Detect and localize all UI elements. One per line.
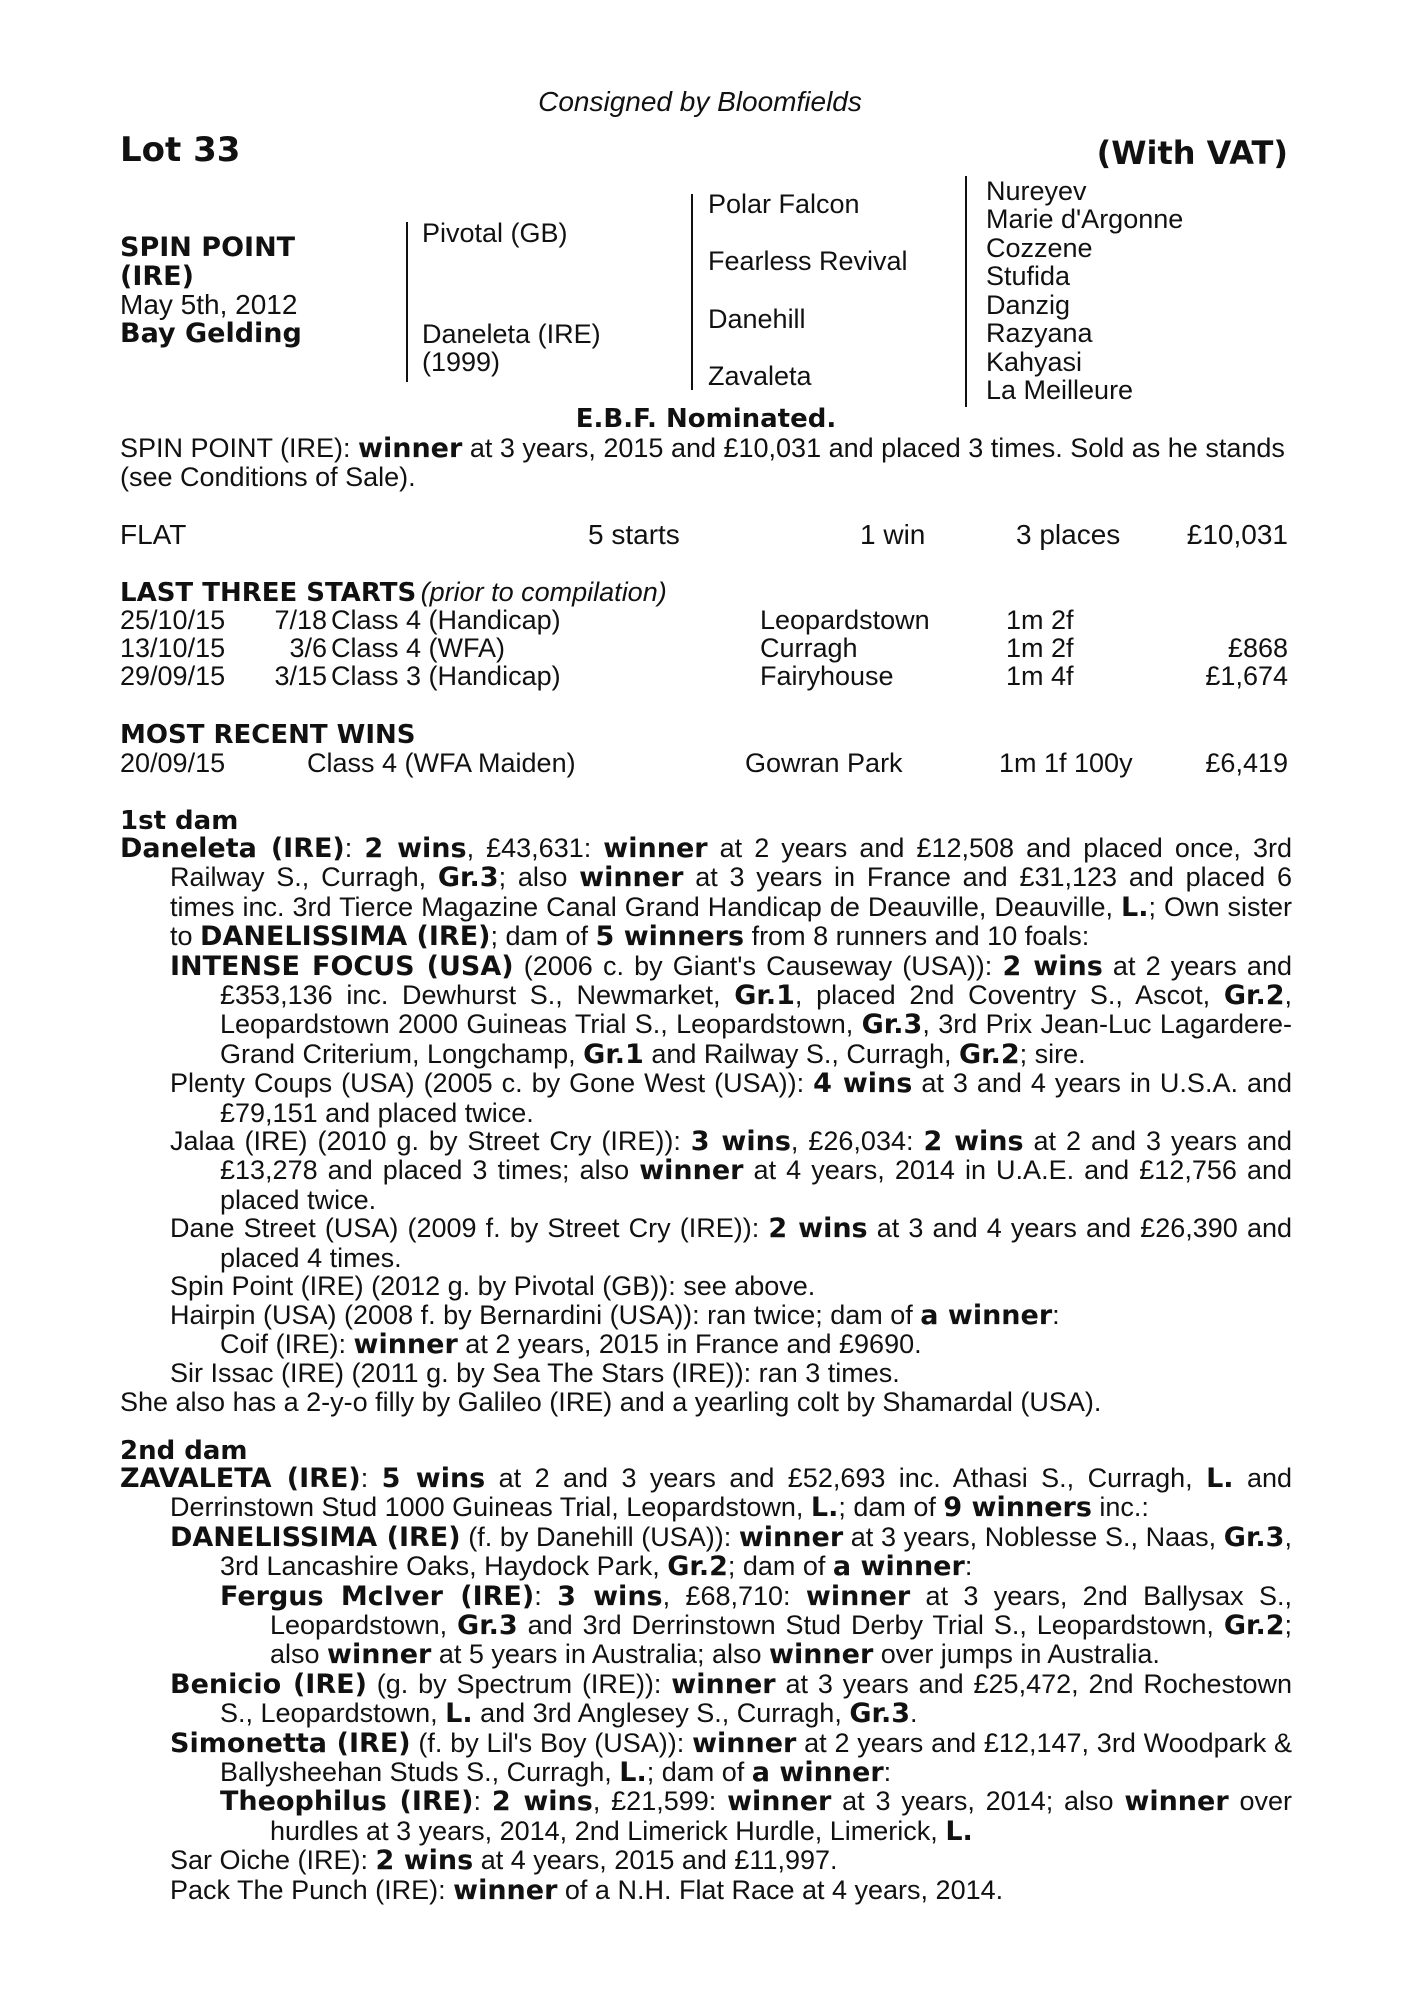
start-position: 7/18 <box>274 605 327 635</box>
start-position: 3/15 <box>274 661 327 691</box>
win-distance: 1m 1f 100y <box>999 748 1133 778</box>
first-dam-heading: 1st dam <box>120 806 239 836</box>
pedigree-line-3 <box>965 176 967 407</box>
produce-entry: Coif (IRE): winner at 2 years, 2015 in France and £9690. <box>220 1328 922 1360</box>
horse-foaled: May 5th, 2012 <box>120 289 298 320</box>
win-course: Gowran Park <box>745 748 903 778</box>
record-type: FLAT <box>120 519 187 550</box>
pedigree-gen3-8: La Meilleure <box>986 375 1134 405</box>
first-dam-note: She also has a 2-y-o filly by Galileo (IRE) and a yearling colt by Shamardal (USA). <box>120 1386 1102 1417</box>
pedigree-gen3-2: Marie d'Argonne <box>986 204 1184 234</box>
second-dam-entry: ZAVALETA (IRE): 5 wins at 2 and 3 years and £52,693 inc. Athasi S., Curragh, L. and Derrinstown Stud 1000 Guineas Trial, Leopardstown, L.; dam of 9 winners inc.: <box>120 1463 1292 1524</box>
start-course: Curragh <box>760 633 858 663</box>
pedigree-gen2-2: Fearless Revival <box>708 246 908 276</box>
second-dam-heading: 2nd dam <box>120 1436 248 1466</box>
produce-entry: Fergus McIver (IRE): 3 wins, £68,710: winner at 3 years, 2nd Ballysax S., Leopardstown, Gr.3 and 3rd Derrinstown Stud Derby Trial S., Leopardstown, Gr.2; also winner at 5 years in Australia; also winner over jumps in Australia. <box>220 1580 1292 1671</box>
second-dam-section <box>120 1464 1292 1905</box>
produce-entry: Spin Point (IRE) (2012 g. by Pivotal (GB)): see above. <box>170 1271 816 1302</box>
produce-entry: Plenty Coups (USA) (2005 c. by Gone West (USA)): 4 wins at 3 and 4 years in U.S.A. and £79,151 and placed twice. <box>170 1068 1292 1128</box>
produce-entry: Pack The Punch (IRE): winner of a N.H. Flat Race at 4 years, 2014. <box>170 1874 1004 1906</box>
pedigree-gen2-1: Polar Falcon <box>708 189 860 219</box>
pedigree-sire: Pivotal (GB) <box>422 218 568 248</box>
consigned-by: Consigned by Bloomfields <box>538 86 862 117</box>
start-course: Leopardstown <box>760 605 930 635</box>
start-distance: 1m 2f <box>1006 633 1074 663</box>
produce-entry: Sir Issac (IRE) (2011 g. by Sea The Stars (IRE)): ran 3 times. <box>170 1358 900 1389</box>
record-places: 3 places <box>1016 519 1121 550</box>
pedigree-dam: Daneleta (IRE) <box>422 319 601 349</box>
win-race: Class 4 (WFA Maiden) <box>307 748 576 778</box>
recent-wins-heading: MOST RECENT WINS <box>120 720 416 750</box>
start-date: 13/10/15 <box>120 633 226 663</box>
pedigree-gen3-5: Danzig <box>986 290 1071 320</box>
produce-entry: Dane Street (USA) (2009 f. by Street Cry (IRE)): 2 wins at 3 and 4 years and £26,390 and placed 4 times. <box>170 1213 1292 1273</box>
start-distance: 1m 2f <box>1006 605 1074 635</box>
horse-name-line1: SPIN POINT <box>120 232 296 263</box>
first-dam-entry: Daneleta (IRE): 2 wins, £43,631: winner at 2 years and £12,508 and placed once, 3rd Railway S., Curragh, Gr.3; also winner at 3 years in France and £31,123 and placed 6 times inc. 3rd Tierce Magazine Canal Grand Handicap de Deauville, Deauville, L.; Own sister to DANELISSIMA (IRE); dam of 5 winners from 8 runners and 10 foals: <box>120 833 1292 953</box>
produce-entry: Jalaa (IRE) (2010 g. by Street Cry (IRE)): 3 wins, £26,034: 2 wins at 2 and 3 years and £13,278 and placed 3 times; also winner at 4 years, 2014 in U.A.E. and £12,756 and placed twice. <box>170 1126 1292 1215</box>
produce-entry: DANELISSIMA (IRE) (f. by Danehill (USA)): winner at 3 years, Noblesse S., Naas, Gr.3, 3rd Lancashire Oaks, Haydock Park, Gr.2; dam of a winner: <box>170 1521 1292 1583</box>
start-position: 3/6 <box>289 633 327 663</box>
produce-entry: INTENSE FOCUS (USA) (2006 c. by Giant's Causeway (USA)): 2 wins at 2 years and £353,136 inc. Dewhurst S., Newmarket, Gr.1, placed 2nd Coventry S., Ascot, Gr.2, Leopardstown 2000 Guineas Trial S., Leopardstown, Gr.3, 3rd Prix Jean-Luc Lagardere-Grand Criterium, Longchamp, Gr.1 and Railway S., Curragh, Gr.2; sire. <box>170 950 1293 1070</box>
last-starts-heading: LAST THREE STARTS (prior to compilation) <box>120 577 667 608</box>
pedigree-dam-year: (1999) <box>422 347 501 377</box>
vat-label: (With VAT) <box>1096 134 1288 172</box>
horse-sex: Bay Gelding <box>120 318 302 349</box>
win-date: 20/09/15 <box>120 748 226 778</box>
produce-entry: Hairpin (USA) (2008 f. by Bernardini (USA)): ran twice; dam of a winner: <box>170 1299 1060 1331</box>
start-date: 25/10/15 <box>120 605 226 635</box>
first-dam-section <box>120 834 1292 1416</box>
record-earnings: £10,031 <box>1186 519 1288 550</box>
record-starts: 5 starts <box>588 519 680 550</box>
horse-name-line2: (IRE) <box>120 261 194 292</box>
pedigree-line-2 <box>691 194 693 390</box>
start-race: Class 3 (Handicap) <box>331 661 561 691</box>
ebf-nominated: E.B.F. Nominated. <box>575 404 837 434</box>
start-distance: 1m 4f <box>1006 661 1074 691</box>
pedigree-gen2-4: Zavaleta <box>708 361 812 391</box>
pedigree-gen3-1: Nureyev <box>986 176 1087 206</box>
lot-number: Lot 33 <box>120 130 241 170</box>
produce-entry: Benicio (IRE) (g. by Spectrum (IRE)): winner at 3 years and £25,472, 2nd Rochestown S., Leopardstown, L. and 3rd Anglesey S., Curragh, Gr.3. <box>170 1668 1292 1730</box>
pedigree-gen2-3: Danehill <box>708 304 806 334</box>
pedigree-gen3-7: Kahyasi <box>986 347 1083 377</box>
produce-entry: Theophilus (IRE): 2 wins, £21,599: winner at 3 years, 2014; also winner over hurdles at 3 years, 2014, 2nd Limerick Hurdle, Limerick, L. <box>220 1786 1292 1847</box>
record-wins: 1 win <box>860 519 926 550</box>
win-prize: £6,419 <box>1205 748 1288 778</box>
start-date: 29/09/15 <box>120 661 226 691</box>
start-prize: £868 <box>1227 633 1288 663</box>
start-race: Class 4 (Handicap) <box>331 605 561 635</box>
start-course: Fairyhouse <box>760 661 894 691</box>
race-summary: SPIN POINT (IRE): winner at 3 years, 2015 and £10,031 and placed 3 times. Sold as he stands (see Conditions of Sale). <box>120 433 1285 493</box>
start-race: Class 4 (WFA) <box>331 633 506 663</box>
produce-entry: Simonetta (IRE) (f. by Lil's Boy (USA)): winner at 2 years and £12,147, 3rd Woodpark & Ballysheehan Studs S., Curragh, L.; dam of a winner: <box>170 1727 1292 1789</box>
pedigree-gen3-6: Razyana <box>986 318 1093 348</box>
pedigree-gen3-4: Stufida <box>986 261 1071 291</box>
produce-entry: Sar Oiche (IRE): 2 wins at 4 years, 2015 and £11,997. <box>170 1845 838 1877</box>
pedigree-gen3-3: Cozzene <box>986 233 1093 263</box>
start-prize: £1,674 <box>1205 661 1288 691</box>
pedigree-line-1 <box>406 222 408 382</box>
